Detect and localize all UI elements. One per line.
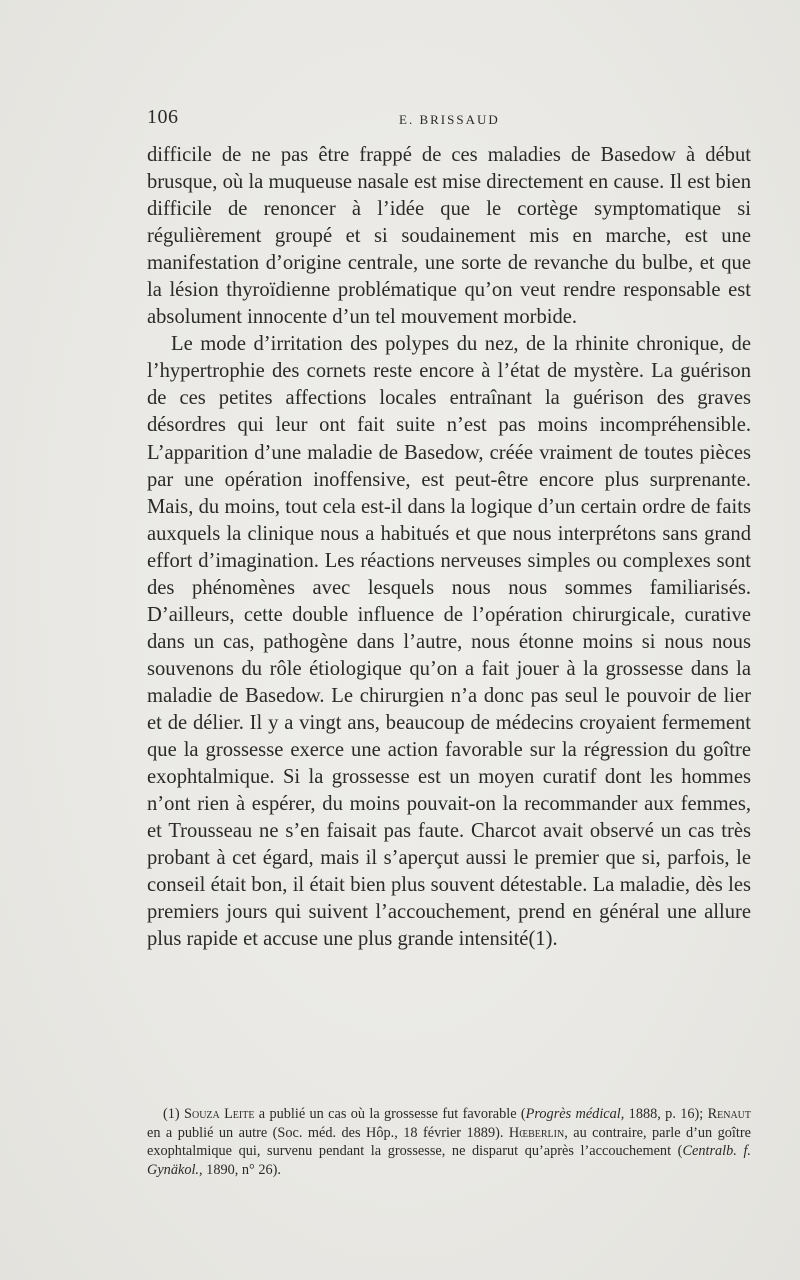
footnote-journal-1: Progrès médical,	[525, 1106, 625, 1122]
body-text	[147, 142, 751, 953]
paragraph-2-text: Le mode d’irritation des polypes du nez, de la rhinite chronique, de l’hypertrophie des cornets reste encore à l’état de mystère. La guérison de ces petites affections locales entraînant la guérison des graves désordres qui leur ont fait suite n’est pas moins incompréhensible. L’apparition d’une maladie de Basedow, créée vraiment de toutes pièces par une opération inoffensive, est peut-être encore plus surprenante. Mais, du moins, tout cela est-il dans la logique d’un certain ordre de faits auxquels la clinique nous a habitués et que nous interprétons sans grand effort d’imagination. Les réactions nerveuses simples ou complexes sont des phénomènes avec lesquels nous nous sommes familiarisés. D’ailleurs, cette double influence de l’opération chirurgicale, curative dans un cas, pathogène dans l’autre, nous étonne moins si nous nous souvenons du rôle étiologique qu’on a fait jouer à la grossesse dans la maladie de Basedow. Le chirurgien n’a donc pas seul le pouvoir de lier et de délier. Il y a vingt ans, beaucoup de médecins croyaient fermement que la grossesse exerce une action favorable sur la régression du goître exophtalmique. Si la grossesse est un moyen curatif dont les hommes n’ont rien à espérer, du moins pouvait-on la recommander aux femmes, et Trousseau ne s’en faisait pas faute. Charcot avait observé un cas très probant à cet égard, mais il s’aperçut aussi le premier que si, parfois, le conseil était bon, il était bien plus souvent détestable. La maladie, dès les premiers jours qui suivent l’accouchement, prend en général une allure plus rapide et accuse une plus grande intensité	[147, 333, 751, 951]
page-header	[147, 106, 751, 136]
footnote-text-2: 1888, p. 16);	[624, 1106, 708, 1122]
footnote-reference: (1)	[528, 928, 553, 951]
footnote-author-3: Hœberlin,	[508, 1124, 568, 1141]
footnote	[147, 1105, 751, 1179]
page-number: 106	[147, 106, 179, 128]
footnote-author-2: Renaut	[707, 1106, 752, 1122]
footnote-text-5: 1890, n° 26).	[202, 1161, 281, 1178]
footnote-journal-2: Centralb. f. Gynäkol.,	[147, 1143, 752, 1178]
footnote-author-1: Souza Leite	[184, 1106, 255, 1122]
paragraph-1: difficile de ne pas être frappé de ces maladies de Basedow à début brusque, où la muqueuse nasale est mise directement en cause. Il est bien difficile de renoncer à l’idée que le cortège symptomatique si régulièrement groupé et si soudainement mis en marche, est une manifestation d’origine centrale, une sorte de revanche du bulbe, et que la lésion thyroïdienne problématique qu’on veut rendre responsable est absolument innocente d’un tel mouvement morbide.	[147, 144, 751, 329]
footnote-text-1: a publié un cas où la grossesse fut favorable (	[254, 1106, 526, 1122]
footnote-text-3: en a publié un autre (Soc. méd. des Hôp., 18 février 1889).	[147, 1124, 509, 1141]
footnote-text-4: au contraire, parle d’un goître exophtalmique qui, survenu pendant la grossesse, ne disparut qu’après l’accouchement (	[147, 1124, 751, 1160]
paragraph-2: Le mode d’irritation des polypes du nez, de la rhinite chronique, de l’hypertrophie des cornets reste encore à l’état de mystère. La guérison de ces petites affections locales entraînant la guérison des graves désordres qui leur ont fait suite n’est pas moins incompréhensible. L’apparition d’une maladie de Basedow, créée vraiment de toutes pièces par une opération inoffensive, est peut-être encore plus surprenante. Mais, du moins, tout cela est-il dans la logique d’un certain ordre de faits auxquels la clinique nous a habitués et que nous interprétons sans grand effort d’imagination. Les réactions nerveuses simples ou complexes sont des phénomènes avec lesquels nous nous sommes familiarisés. D’ailleurs, cette double influence de l’opération chirurgicale, curative dans un cas, pathogène dans l’autre, nous étonne moins si nous nous souvenons du rôle étiologique qu’on a fait jouer à la grossesse dans la maladie de Basedow. Le chirurgien n’a donc pas seul le pouvoir de lier et de délier. Il y a vingt ans, beaucoup de médecins croyaient fermement que la grossesse exerce une action favorable sur la régression du goître exophtalmique. Si la grossesse est un moyen curatif dont les hommes n’ont rien à espérer, du moins pouvait-on la recommander aux femmes, et Trousseau ne s’en faisait pas faute. Charcot avait observé un cas très probant à cet égard, mais il s’aperçut aussi le premier que si, parfois, le conseil était bon, il était bien plus souvent détestable. La maladie, dès les premiers jours qui suivent l’accouchement, prend en général une allure plus rapide et accuse une plus grande intensité(1).	[147, 333, 751, 951]
running-head-author: E. BRISSAUD	[399, 112, 500, 127]
footnote-marker: (1)	[163, 1106, 180, 1122]
